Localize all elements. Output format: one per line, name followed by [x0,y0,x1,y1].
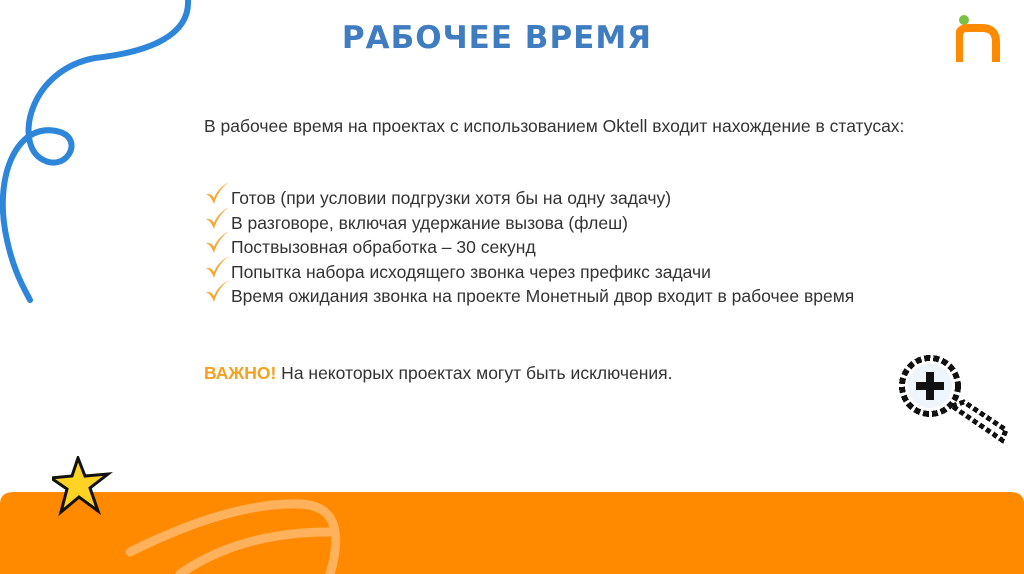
pixel-star-icon [52,456,114,516]
list-item [204,260,854,285]
check-icon [204,229,230,255]
check-icon [204,254,230,280]
list-item [204,186,854,211]
check-icon [204,205,230,231]
list-item-text: Поствызовная обработка – 30 секунд [231,237,536,257]
list-item-text: Готов (при условии подгрузки хотя бы на одну задачу) [231,188,672,208]
brand-logo-icon [956,14,1000,66]
important-note [204,361,673,385]
important-text: На некоторых проектах могут быть исключения. [276,363,673,383]
check-icon [204,278,230,304]
status-list [204,186,854,309]
orange-footer-band [0,492,1024,574]
list-item-text: В разговоре, включая удержание вызова (флеш) [231,212,628,233]
list-item [204,211,854,236]
slide-title: РАБОЧЕЕ ВРЕМЯ [341,20,653,56]
important-label: ВАЖНО! [204,363,277,383]
check-icon [204,180,230,206]
list-item [204,235,854,260]
list-item-text: Попытка набора исходящего звонка через префикс задачи [231,261,711,282]
intro-text: В рабочее время на проектах с использованием Oktell входит нахождение в статусах: [204,116,905,136]
pixel-magnifier-icon [892,352,1014,444]
list-item [204,284,854,309]
list-item-text: Время ожидания звонка на проекте Монетный двор входит в рабочее время [231,286,855,306]
